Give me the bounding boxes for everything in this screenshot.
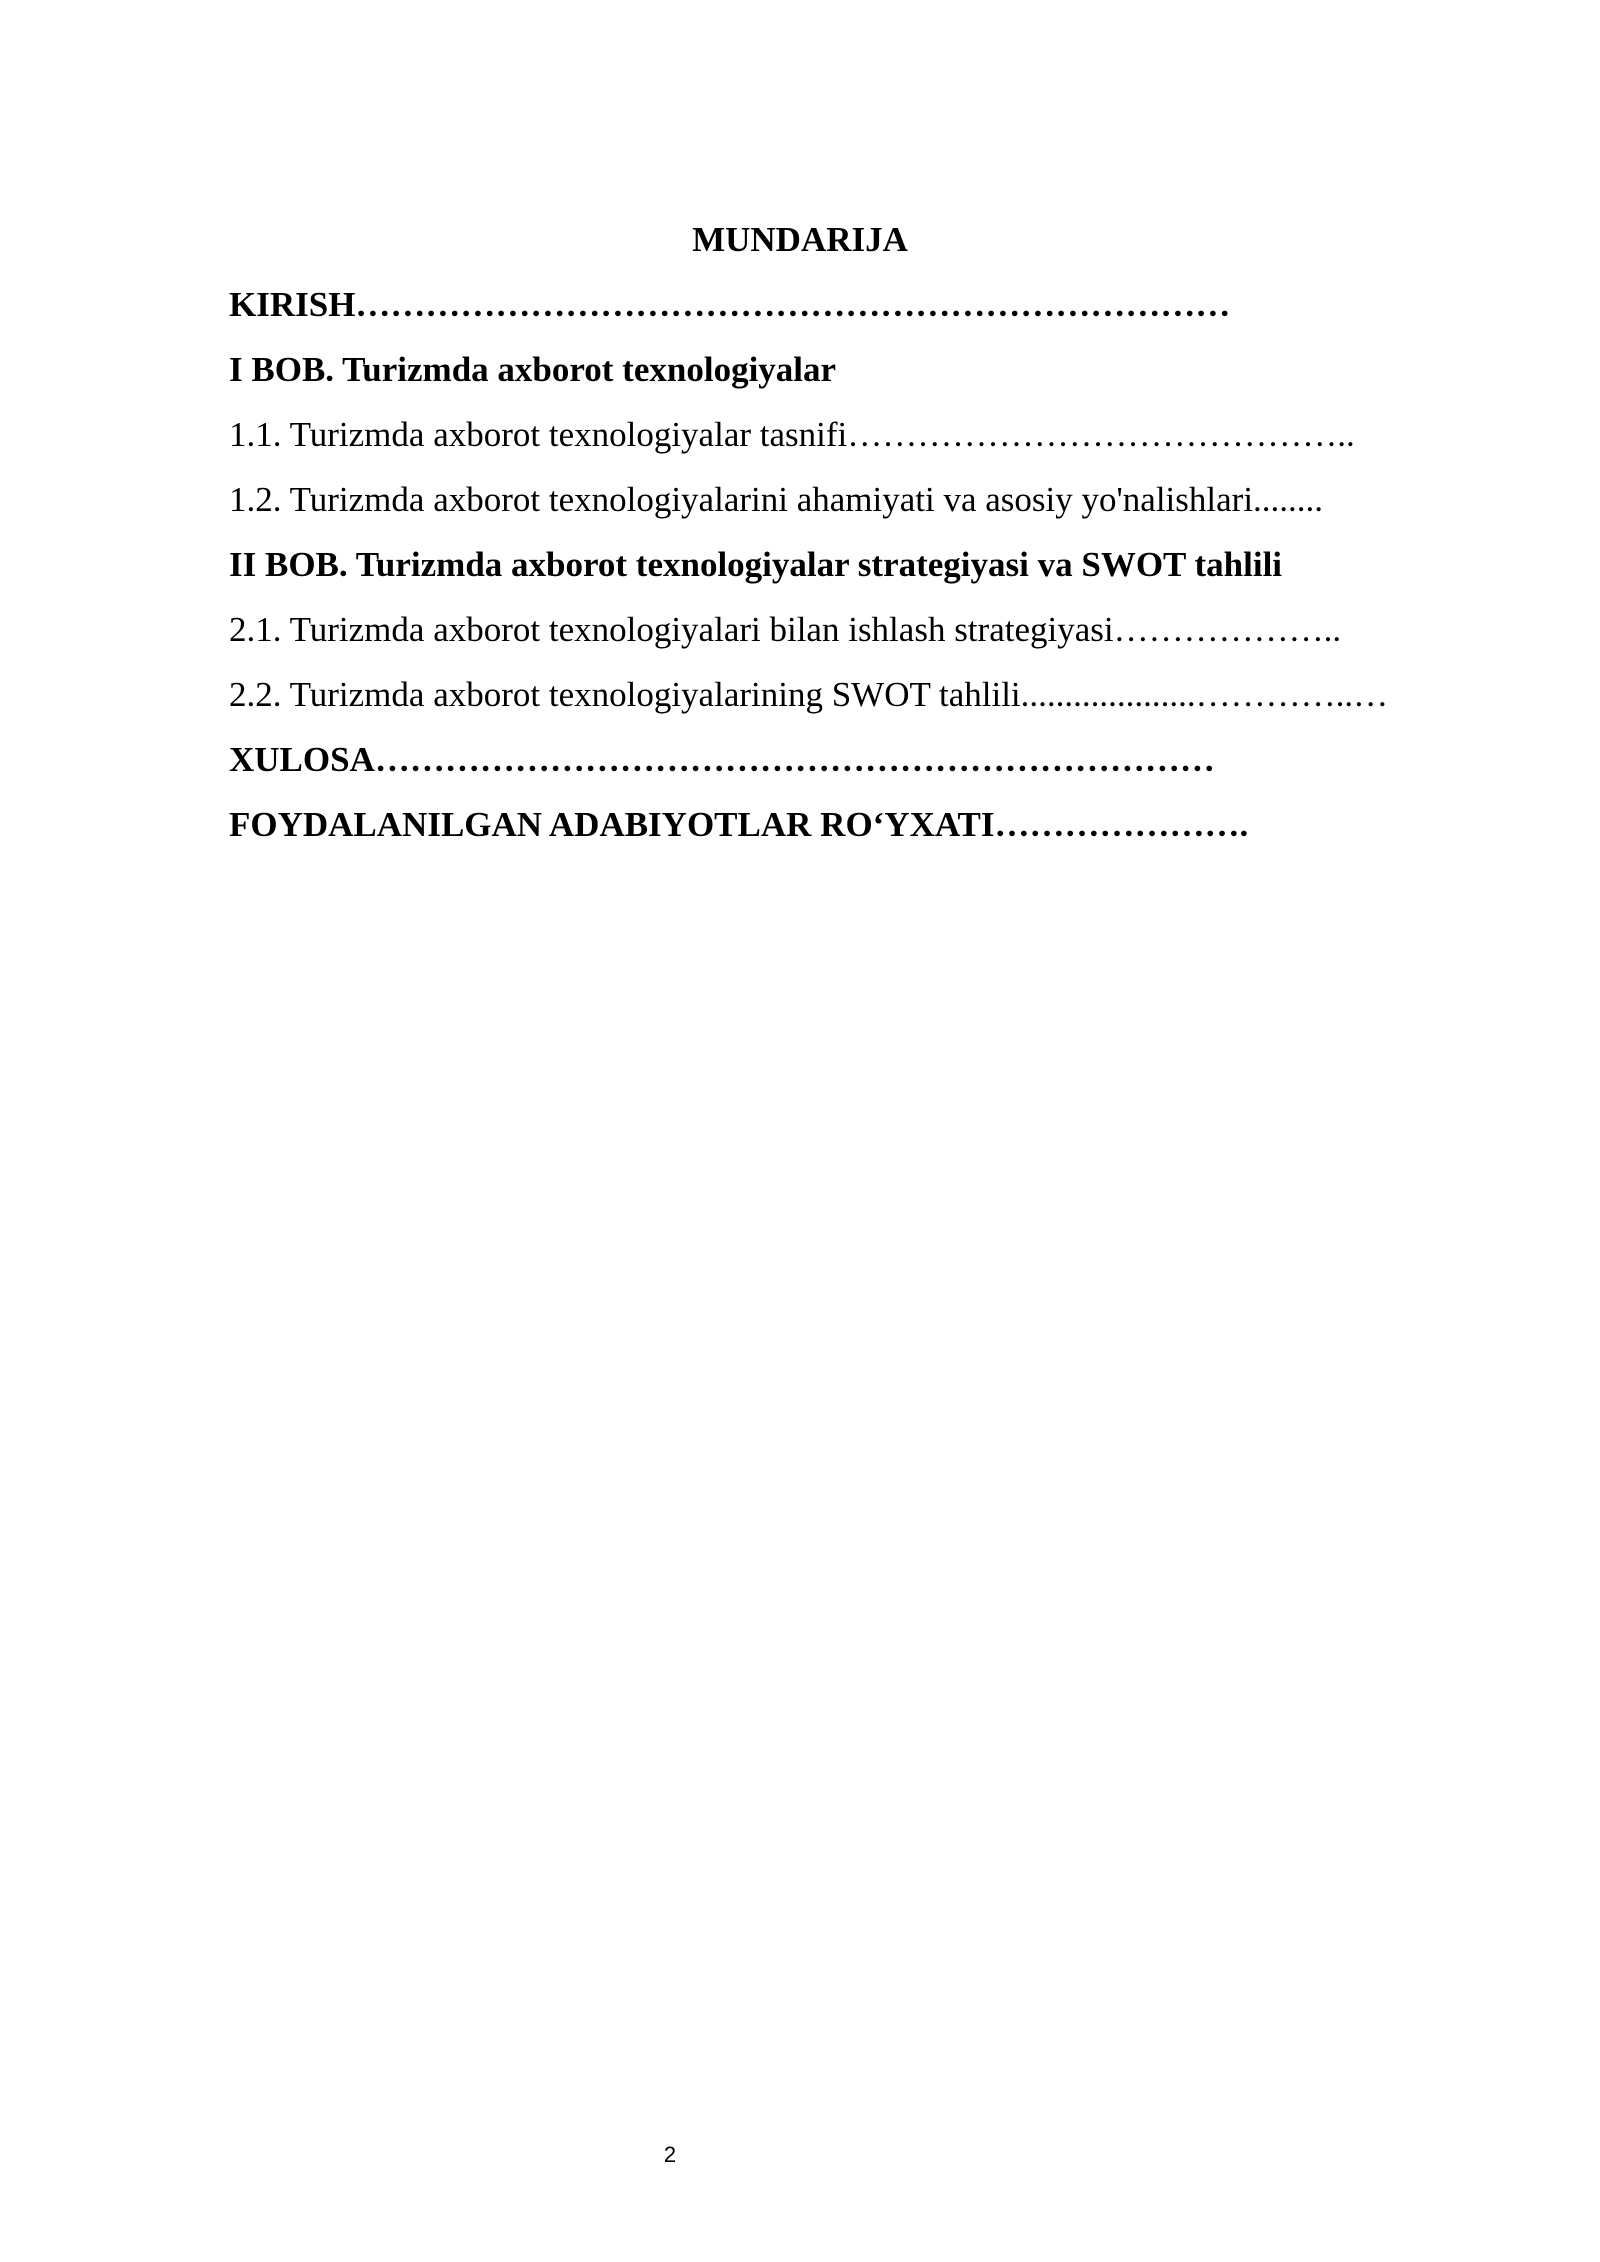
page-number: 2 — [663, 2142, 677, 2167]
toc-entry-section-2-1: 2.1. Turizmda axborot texnologiyalari bilan ishlash strategiyasi……………….. — [229, 610, 1342, 649]
toc-entry-section-1-1: 1.1. Turizmda axborot texnologiyalar tasnifi…………………………………….. — [229, 415, 1355, 454]
toc-title: MUNDARIJA — [692, 220, 908, 259]
table-of-contents — [229, 281, 1549, 866]
toc-entry-kirish: KIRISH………………………………………………………………… — [229, 285, 1231, 324]
toc-entry-section-1-2: 1.2. Turizmda axborot texnologiyalarini ahamiyati va asosiy yo'nalishlari........ — [229, 480, 1324, 519]
toc-entry-chapter-1: I BOB. Turizmda axborot texnologiyalar — [229, 350, 837, 389]
toc-entry-references: FOYDALANILGAN ADABIYOTLAR RO‘YXATI…………………. — [229, 805, 1249, 844]
toc-entry-chapter-2: II BOB. Turizmda axborot texnologiyalar strategiyasi va SWOT tahlili — [229, 545, 1283, 584]
toc-entry-xulosa: XULOSA……………………………………………………………… — [229, 740, 1215, 779]
toc-entry-section-2-2: 2.2. Turizmda axborot texnologiyalarining SWOT tahlili....................…………..… — [229, 675, 1389, 714]
